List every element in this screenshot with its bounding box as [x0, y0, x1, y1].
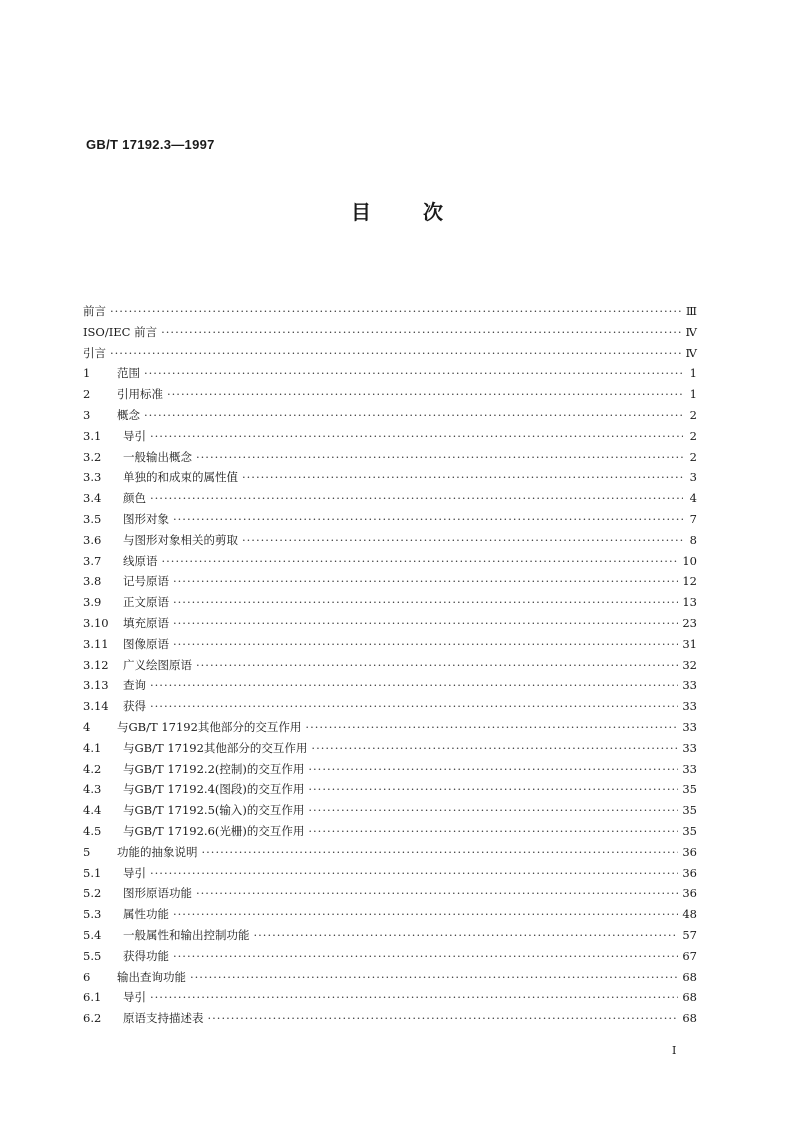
toc-entry-page: 32 [682, 657, 697, 672]
toc-entry-page: 23 [682, 615, 697, 630]
toc-entry[interactable] [83, 615, 697, 636]
toc-dot-leader [144, 408, 683, 422]
toc-entry-label: 输出查询功能 [117, 969, 186, 984]
toc-dot-leader [196, 658, 678, 672]
toc-entry-label: 与GB/T 17192.4(图段)的交互作用 [123, 782, 305, 797]
toc-entry-label: 线原语 [123, 553, 158, 568]
toc-entry[interactable] [83, 948, 697, 969]
toc-entry-label: 与GB/T 17192其他部分的交互作用 [123, 740, 308, 755]
toc-entry-label: 与GB/T 17192.6(光栅)的交互作用 [123, 823, 305, 838]
toc-entry-number: 3 [83, 407, 91, 422]
toc-dot-leader [254, 928, 679, 942]
toc-entry[interactable] [83, 490, 697, 511]
toc-entry[interactable] [83, 1010, 697, 1031]
toc-dot-leader [196, 450, 683, 464]
toc-entry-label: ISO/IEC 前言 [83, 324, 158, 339]
toc-entry-page: 57 [682, 927, 697, 942]
toc-entry-label: 单独的和成束的属性值 [123, 470, 238, 485]
toc-entry[interactable] [83, 677, 697, 698]
toc-entry-number: 4.5 [83, 823, 102, 838]
toc-dot-leader [161, 325, 681, 339]
toc-entry[interactable] [83, 324, 697, 345]
toc-entry-number: 3.8 [83, 574, 102, 589]
toc-dot-leader [305, 720, 678, 734]
toc-dot-leader [173, 907, 678, 921]
toc-entry-page: Ⅳ [685, 324, 697, 339]
toc-entry-label: 概念 [117, 407, 140, 422]
toc-entry-number: 6 [83, 969, 91, 984]
toc-entry-page: 1 [689, 366, 697, 381]
toc-entry[interactable] [83, 823, 697, 844]
toc-entry-number: 3.13 [83, 678, 109, 693]
toc-entry-number: 4.2 [83, 761, 102, 776]
toc-entry-page: 36 [682, 886, 697, 901]
toc-entry[interactable] [83, 802, 697, 823]
toc-entry[interactable] [83, 365, 697, 386]
toc-entry-label: 功能的抽象说明 [117, 844, 198, 859]
toc-entry-page: 1 [689, 387, 697, 402]
toc-dot-leader [173, 574, 678, 588]
toc-dot-leader [110, 346, 682, 360]
toc-entry-label: 图像原语 [123, 636, 169, 651]
toc-entry-label: 前言 [83, 304, 106, 318]
toc-entry-label: 一般属性和输出控制功能 [123, 927, 250, 942]
toc-entry-page: 4 [689, 491, 697, 506]
toc-entry-page: Ⅲ [685, 304, 697, 318]
toc-entry[interactable] [83, 865, 697, 886]
toc-dot-leader [311, 741, 678, 755]
toc-entry[interactable] [83, 469, 697, 490]
toc-entry-page: 36 [682, 844, 697, 859]
toc-dot-leader [173, 512, 683, 526]
toc-dot-leader [242, 533, 683, 547]
toc-entry-page: 68 [682, 990, 697, 1005]
toc-entry[interactable] [83, 969, 697, 990]
toc-entry-number: 3.2 [83, 449, 102, 464]
toc-entry[interactable] [83, 511, 697, 532]
toc-entry[interactable] [83, 761, 697, 782]
toc-entry-label: 引用标准 [117, 387, 163, 402]
toc-entry-page: 2 [689, 449, 697, 464]
toc-entry-label: 与GB/T 17192其他部分的交互作用 [117, 719, 302, 734]
toc-entry-page: 68 [682, 1011, 697, 1026]
table-of-contents [83, 303, 697, 1031]
toc-entry-label: 图形对象 [123, 511, 169, 526]
toc-dot-leader [173, 949, 678, 963]
toc-entry-label: 记号原语 [123, 574, 169, 589]
toc-entry-number: 6.2 [83, 1011, 102, 1026]
toc-entry[interactable] [83, 407, 697, 428]
toc-entry-label: 与GB/T 17192.5(输入)的交互作用 [123, 803, 305, 818]
toc-entry-label: 获得 [123, 699, 146, 714]
toc-entry-label: 填充原语 [123, 615, 169, 630]
toc-dot-leader [208, 1011, 679, 1025]
toc-entry-number: 3.6 [83, 532, 102, 547]
toc-entry[interactable] [83, 636, 697, 657]
toc-entry-page: 7 [689, 511, 697, 526]
toc-entry-number: 1 [83, 366, 91, 381]
toc-entry-number: 5.3 [83, 907, 102, 922]
toc-entry-page: 33 [682, 699, 697, 714]
toc-entry-label: 原语支持描述表 [123, 1011, 204, 1026]
toc-dot-leader [308, 824, 678, 838]
toc-entry-page: 68 [682, 969, 697, 984]
toc-entry-label: 导引 [123, 865, 146, 880]
toc-entry-number: 5.2 [83, 886, 102, 901]
toc-entry-label: 图形原语功能 [123, 886, 192, 901]
toc-dot-leader [150, 990, 678, 1004]
toc-entry-page: 67 [682, 948, 697, 963]
toc-entry-label: 与图形对象相关的剪取 [123, 532, 238, 547]
toc-entry[interactable] [83, 989, 697, 1010]
toc-entry[interactable] [83, 345, 697, 366]
toc-entry-page: 35 [682, 823, 697, 838]
toc-dot-leader [308, 803, 678, 817]
toc-entry-number: 4.4 [83, 803, 102, 818]
toc-entry-page: 2 [689, 407, 697, 422]
toc-entry-label: 获得功能 [123, 948, 169, 963]
toc-entry-page: 12 [682, 574, 697, 589]
toc-dot-leader [162, 554, 679, 568]
toc-entry-number: 3.14 [83, 699, 109, 714]
toc-entry-page: 3 [689, 470, 697, 485]
toc-entry-label: 范围 [117, 366, 140, 381]
toc-entry-label: 一般输出概念 [123, 449, 192, 464]
toc-entry[interactable] [83, 657, 697, 678]
toc-dot-leader [308, 782, 678, 796]
toc-entry-label: 导引 [123, 990, 146, 1005]
toc-entry-number: 3.5 [83, 511, 102, 526]
toc-entry-number: 5.4 [83, 927, 102, 942]
toc-entry-label: 引言 [83, 345, 106, 360]
document-code: GB/T 17192.3—1997 [86, 137, 215, 152]
toc-entry-page: 13 [682, 595, 697, 610]
toc-entry-label: 导引 [123, 428, 146, 443]
toc-entry-number: 3.7 [83, 553, 102, 568]
toc-title [0, 196, 794, 225]
toc-entry[interactable] [83, 885, 697, 906]
toc-entry-page: 48 [682, 907, 697, 922]
toc-entry-label: 查询 [123, 678, 146, 693]
toc-entry-number: 3.1 [83, 428, 102, 443]
toc-entry-number: 4.3 [83, 782, 102, 797]
toc-dot-leader [150, 429, 683, 443]
toc-entry[interactable] [83, 844, 697, 865]
toc-entry-page: 33 [682, 678, 697, 693]
toc-entry-page: 33 [682, 740, 697, 755]
toc-entry-page: 33 [682, 719, 697, 734]
toc-entry[interactable] [83, 719, 697, 740]
toc-entry-page: 10 [682, 553, 697, 568]
toc-entry[interactable] [83, 781, 697, 802]
toc-entry-page: 33 [682, 761, 697, 776]
toc-entry-number: 4.1 [83, 740, 102, 755]
toc-dot-leader [110, 304, 682, 318]
toc-entry-number: 2 [83, 387, 91, 402]
toc-dot-leader [150, 699, 678, 713]
toc-entry-number: 3.3 [83, 470, 102, 485]
toc-entry[interactable] [83, 303, 697, 324]
toc-title-char-1: 目 [351, 200, 371, 224]
toc-entry-number: 5.5 [83, 948, 102, 963]
toc-dot-leader [150, 491, 683, 505]
toc-entry-page: 35 [682, 782, 697, 797]
toc-dot-leader [150, 866, 678, 880]
toc-dot-leader [242, 470, 683, 484]
toc-title-char-2: 次 [423, 200, 443, 224]
toc-entry-page: 8 [689, 532, 697, 547]
toc-entry-number: 3.11 [83, 636, 109, 651]
page-number: I [672, 1044, 677, 1057]
toc-dot-leader [173, 616, 678, 630]
toc-entry-page: Ⅳ [685, 345, 697, 360]
toc-entry[interactable] [83, 906, 697, 927]
toc-entry[interactable] [83, 698, 697, 719]
toc-entry-label: 与GB/T 17192.2(控制)的交互作用 [123, 761, 305, 776]
toc-entry[interactable] [83, 927, 697, 948]
toc-entry[interactable] [83, 740, 697, 761]
toc-entry-number: 5.1 [83, 865, 102, 880]
toc-entry[interactable] [83, 386, 697, 407]
toc-entry[interactable] [83, 573, 697, 594]
toc-entry-number: 3.4 [83, 491, 102, 506]
toc-dot-leader [308, 762, 678, 776]
toc-entry-number: 6.1 [83, 990, 102, 1005]
toc-entry-label: 属性功能 [123, 907, 169, 922]
toc-dot-leader [167, 387, 683, 401]
toc-dot-leader [196, 886, 678, 900]
toc-entry-page: 2 [689, 428, 697, 443]
toc-entry-number: 4 [83, 719, 91, 734]
toc-entry-label: 广义绘图原语 [123, 657, 192, 672]
toc-entry[interactable] [83, 428, 697, 449]
toc-entry-label: 颜色 [123, 491, 146, 506]
toc-entry-page: 31 [682, 636, 697, 651]
toc-entry-number: 3.10 [83, 615, 109, 630]
toc-entry-number: 3.12 [83, 657, 109, 672]
toc-entry[interactable] [83, 594, 697, 615]
toc-dot-leader [150, 678, 678, 692]
toc-dot-leader [144, 366, 683, 380]
toc-entry[interactable] [83, 553, 697, 574]
toc-dot-leader [173, 595, 678, 609]
toc-entry-page: 35 [682, 803, 697, 818]
toc-entry-label: 正文原语 [123, 595, 169, 610]
toc-entry-page: 36 [682, 865, 697, 880]
toc-dot-leader [173, 637, 678, 651]
toc-entry-number: 3.9 [83, 595, 102, 610]
toc-dot-leader [190, 970, 678, 984]
toc-entry[interactable] [83, 532, 697, 553]
toc-entry[interactable] [83, 449, 697, 470]
toc-dot-leader [202, 845, 679, 859]
toc-entry-number: 5 [83, 844, 91, 859]
